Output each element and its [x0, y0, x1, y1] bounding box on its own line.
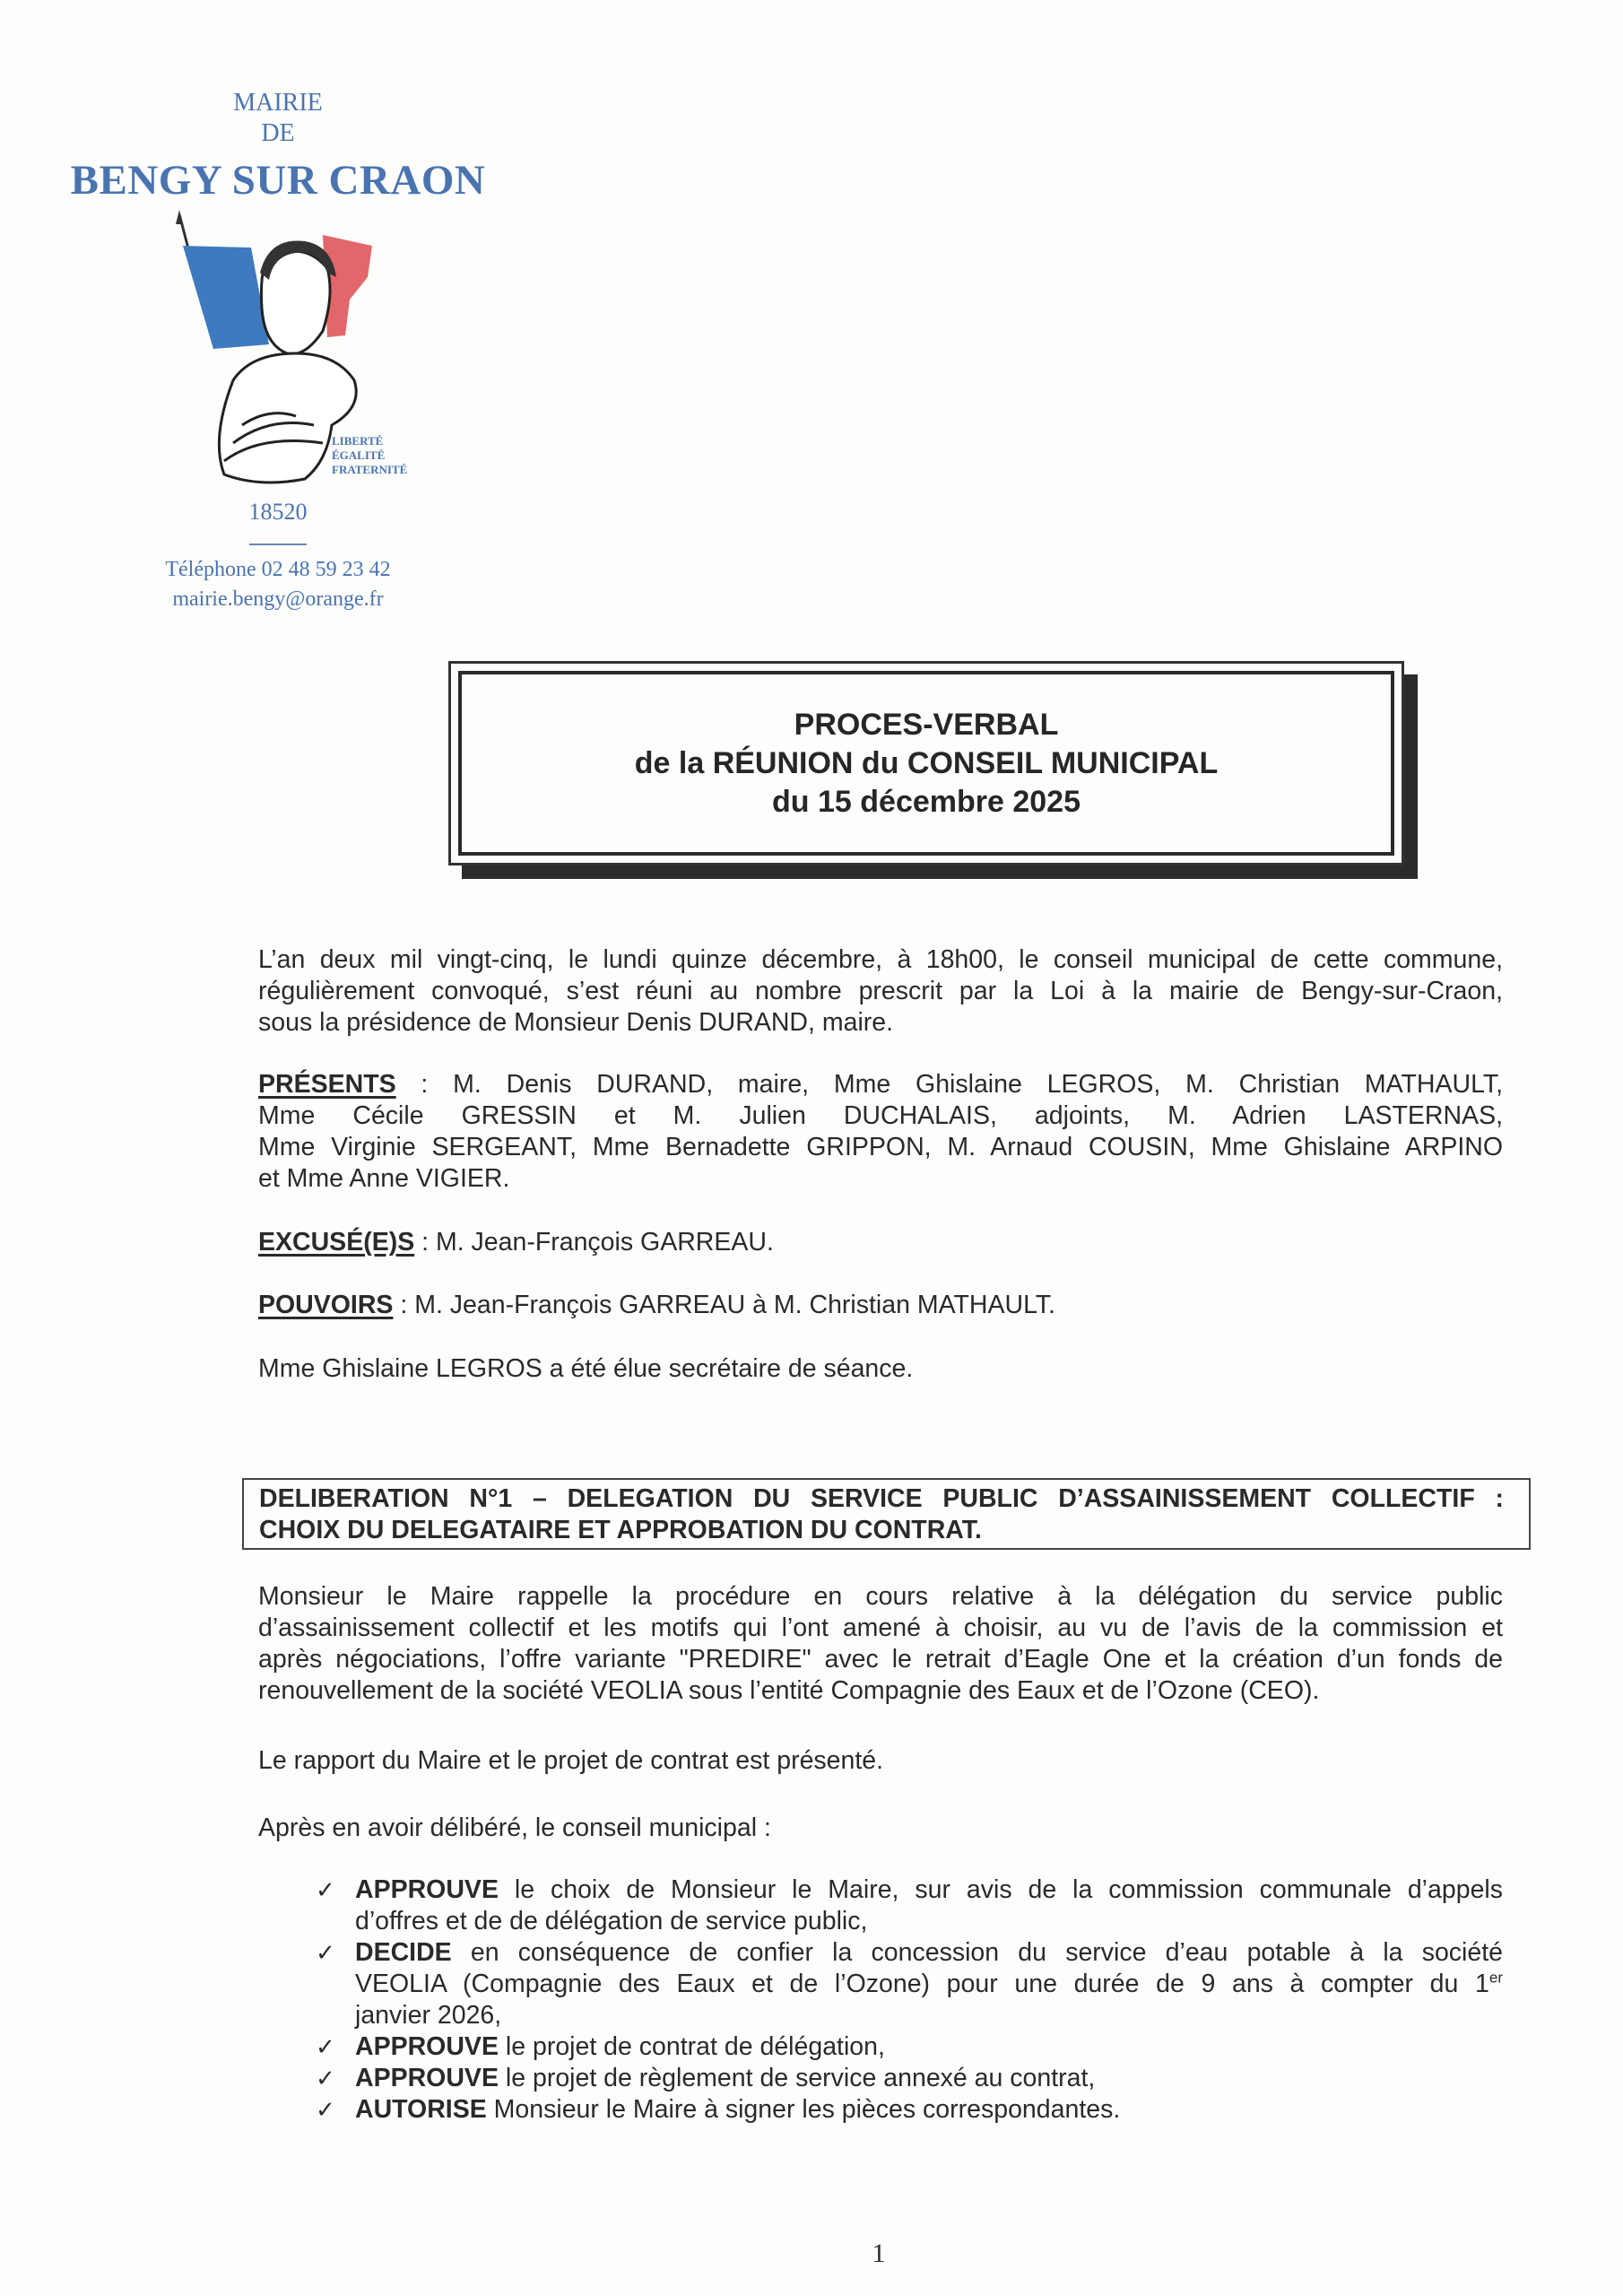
- motto-liberte: LIBERTÉ: [332, 434, 384, 448]
- title-box: [448, 661, 1404, 865]
- check-icon: ✓: [316, 2033, 335, 2060]
- report-paragraph: Le rapport du Maire et le projet de contrat est présenté.: [258, 1746, 884, 1775]
- check-icon: ✓: [316, 1939, 335, 1966]
- presents-paragraph: [258, 1069, 1503, 1195]
- excuses-text: : M. Jean-François GARREAU.: [414, 1228, 774, 1257]
- letterhead-mairie: MAIRIE: [233, 89, 323, 117]
- check-icon: ✓: [316, 2096, 335, 2123]
- flag-pole-tip: [176, 210, 183, 224]
- deliberation-heading-line: DELIBERATION N°1 – DELEGATION DU SERVICE PUBLIC D’ASSAINISSEMENT COLLECTIF :: [259, 1484, 1504, 1513]
- excuses-paragraph: [258, 1227, 1503, 1258]
- decision-text: janvier 2026,: [355, 2001, 502, 2030]
- intro-line: sous la présidence de Monsieur Denis DURAND, maire.: [258, 1008, 894, 1037]
- decision-item: [316, 1937, 1503, 2031]
- decision-verb: APPROUVE: [355, 1875, 499, 1904]
- decision-verb: DECIDE: [355, 1938, 452, 1967]
- title-line-1: PROCES-VERBAL: [794, 707, 1059, 742]
- superscript-er: er: [1488, 1969, 1503, 1987]
- decision-item: [316, 2031, 1503, 2063]
- deliberation-line: Monsieur le Maire rappelle la procédure en cours relative à la délégation du service public: [258, 1582, 1503, 1611]
- decision-verb: APPROUVE: [355, 2064, 499, 2092]
- flag-blue: [183, 246, 269, 349]
- decision-item: [316, 2094, 1503, 2126]
- intro-line: L’an deux mil vingt-cinq, le lundi quinze décembre, à 18h00, le conseil municipal de cette commune,: [258, 945, 1503, 974]
- decision-text: d’offres et de de délégation de service public,: [355, 1907, 868, 1935]
- pouvoirs-paragraph: [258, 1290, 1503, 1321]
- presents-text: : M. Denis DURAND, maire, Mme Ghislaine LEGROS, M. Christian MATHAULT,: [395, 1070, 1503, 1099]
- deliberation-line: d’assainissement collectif et les motifs qui l’ont amené à choisir, au vu de l’avis de la commission et: [258, 1613, 1503, 1642]
- letterhead-town: BENGY SUR CRAON: [70, 157, 486, 204]
- letterhead-divider: [249, 544, 307, 545]
- pouvoirs-label: POUVOIRS: [258, 1291, 394, 1319]
- check-icon: ✓: [316, 1876, 335, 1903]
- decision-verb: AUTORISE: [355, 2095, 487, 2124]
- decision-text: VEOLIA (Compagnie des Eaux et de l’Ozone) pour une durée de 9 ans à compter du 1: [355, 1970, 1489, 1998]
- decision-text: Monsieur le Maire à signer les pièces correspondantes.: [486, 2095, 1121, 2124]
- phone: Téléphone 02 48 59 23 42: [165, 558, 391, 581]
- deliberation-heading-box: [242, 1478, 1531, 1550]
- decision-text: le choix de Monsieur le Maire, sur avis de la commission communale d’appels: [498, 1875, 1503, 1904]
- presents-line: Mme Cécile GRESSIN et M. Julien DUCHALAIS, adjoints, M. Adrien LASTERNAS,: [258, 1101, 1503, 1130]
- secretary-paragraph: Mme Ghislaine LEGROS a été élue secrétaire de séance.: [258, 1354, 914, 1383]
- presents-line: Mme Virginie SERGEANT, Mme Bernadette GRIPPON, M. Arnaud COUSIN, Mme Ghislaine ARPINO: [258, 1133, 1503, 1161]
- marianne-logo: [170, 210, 408, 488]
- intro-line: régulièrement convoqué, s’est réuni au nombre prescrit par la Loi à la mairie de Bengy-sur-Craon,: [258, 977, 1503, 1005]
- page-number: 1: [872, 2239, 886, 2268]
- decision-verb: APPROUVE: [355, 2032, 499, 2061]
- deliberation-line: renouvellement de la société VEOLIA sous l’entité Compagnie des Eaux et de l’Ozone (CEO).: [258, 1676, 1320, 1705]
- check-icon: ✓: [316, 2065, 335, 2092]
- decision-item: [316, 1874, 1503, 1937]
- presents-line: [258, 1069, 1503, 1100]
- postcode: 18520: [248, 499, 308, 525]
- intro-paragraph: [258, 944, 1503, 1039]
- motto-fraternite: FRATERNITÉ: [332, 463, 408, 476]
- title-line-2: de la RÉUNION du CONSEIL MUNICIPAL: [634, 745, 1219, 780]
- presents-label: PRÉSENTS: [258, 1070, 396, 1099]
- decision-text: en conséquence de confier la concession du service d’eau potable à la société: [451, 1938, 1503, 1967]
- decision-item: [316, 2063, 1503, 2094]
- decisions-list: [316, 1874, 1503, 2126]
- after-paragraph: Après en avoir délibéré, le conseil municipal :: [258, 1813, 771, 1842]
- pouvoirs-text: : M. Jean-François GARREAU à M. Christian MATHAULT.: [393, 1291, 1055, 1319]
- decision-text: le projet de règlement de service annexé au contrat,: [498, 2064, 1096, 2092]
- motto-egalite: ÉGALITÉ: [332, 448, 386, 462]
- title-line-3: du 15 décembre 2025: [772, 784, 1081, 819]
- excuses-label: EXCUSÉ(E)S: [258, 1228, 415, 1257]
- deliberation-heading-line: CHOIX DU DELEGATAIRE ET APPROBATION DU CONTRAT.: [259, 1516, 982, 1544]
- deliberation-line: après négociations, l’offre variante "PREDIRE" avec le retrait d’Eagle One et la création d’un fonds de: [258, 1645, 1503, 1674]
- letterhead-de: DE: [261, 119, 295, 147]
- email: mairie.bengy@orange.fr: [172, 587, 384, 611]
- presents-line: et Mme Anne VIGIER.: [258, 1164, 510, 1193]
- deliberation-paragraph: [258, 1581, 1503, 1707]
- decision-text: le projet de contrat de délégation,: [498, 2032, 885, 2061]
